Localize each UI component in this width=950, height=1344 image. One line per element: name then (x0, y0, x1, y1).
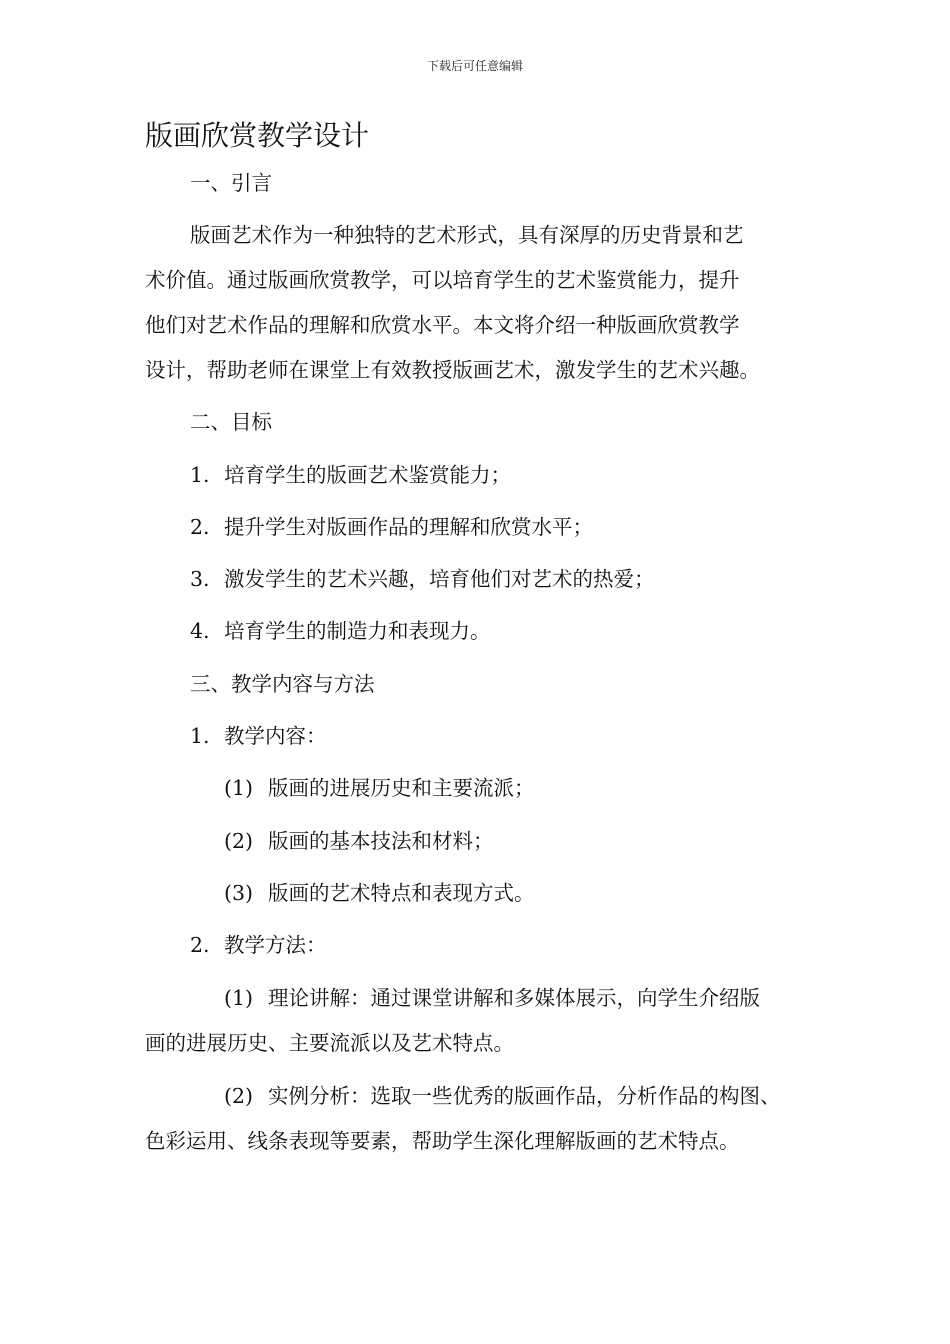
document-title: 版画欣赏教学设计 (145, 119, 370, 152)
content-heading-number: 1. (190, 724, 210, 748)
goal-item (190, 460, 511, 490)
method-heading-number: 2. (190, 933, 210, 957)
section-heading-goals: 二、目标 (190, 410, 272, 434)
intro-paragraph-line: 设计，帮助老师在课堂上有效教授版画艺术，激发学生的艺术兴趣。 (145, 358, 760, 382)
intro-paragraph-line: 版画艺术作为一种独特的艺术形式，具有深厚的历史背景和艺 (190, 223, 744, 247)
intro-paragraph-line: 他们对艺术作品的理解和欣赏水平。本文将介绍一种版画欣赏教学 (145, 313, 740, 337)
section-heading-content-method: 三、教学内容与方法 (190, 672, 375, 696)
method-item-text: 实例分析：选取一些优秀的版画作品，分析作品的构图、 (268, 1084, 781, 1108)
method-item-number: (2) (224, 1084, 254, 1108)
page-header: 下载后可任意编辑 (426, 59, 523, 73)
goal-item (190, 564, 655, 594)
content-item-text: 版画的艺术特点和表现方式。 (268, 881, 535, 905)
goal-text: 培育学生的版画艺术鉴赏能力； (224, 463, 511, 487)
method-item-continuation: 画的进展历史、主要流派以及艺术特点。 (145, 1031, 514, 1055)
content-item-number: (2) (224, 829, 254, 853)
content-heading (190, 721, 327, 751)
goal-number: 2. (190, 515, 210, 539)
content-item-number: (1) (224, 776, 254, 800)
goal-text: 激发学生的艺术兴趣，培育他们对艺术的热爱； (224, 567, 655, 591)
method-item-text: 理论讲解：通过课堂讲解和多媒体展示，向学生介绍版 (268, 986, 760, 1010)
goal-number: 1. (190, 463, 210, 487)
intro-paragraph-line: 术价值。通过版画欣赏教学，可以培育学生的艺术鉴赏能力，提升 (145, 268, 740, 292)
method-heading-text: 教学方法： (224, 933, 327, 957)
goal-item (190, 512, 593, 542)
method-item-number: (1) (224, 986, 254, 1010)
method-item-line (224, 1081, 781, 1111)
content-item (224, 773, 535, 803)
goal-item (190, 616, 491, 646)
method-item-continuation: 色彩运用、线条表现等要素，帮助学生深化理解版画的艺术特点。 (145, 1129, 740, 1153)
method-item-line (224, 983, 760, 1013)
content-heading-text: 教学内容： (224, 724, 327, 748)
content-item (224, 826, 494, 856)
content-item-text: 版画的进展历史和主要流派； (268, 776, 535, 800)
content-item-text: 版画的基本技法和材料； (268, 829, 494, 853)
goal-number: 3. (190, 567, 210, 591)
section-heading-intro: 一、引言 (190, 171, 272, 195)
method-heading (190, 930, 327, 960)
goal-number: 4. (190, 619, 210, 643)
content-item (224, 878, 535, 908)
goal-text: 提升学生对版画作品的理解和欣赏水平； (224, 515, 593, 539)
content-item-number: (3) (224, 881, 254, 905)
goal-text: 培育学生的制造力和表现力。 (224, 619, 491, 643)
